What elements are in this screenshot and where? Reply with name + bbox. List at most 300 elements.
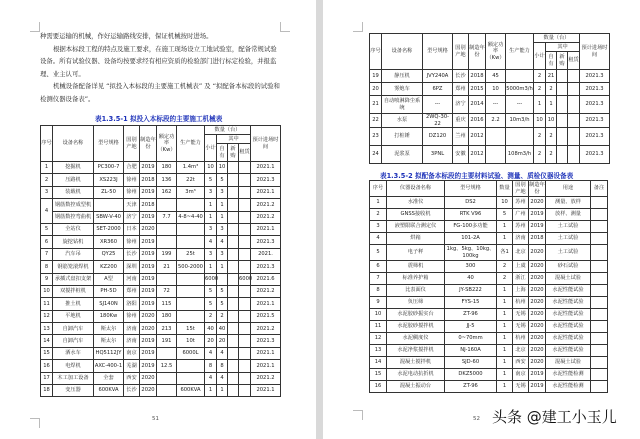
table-cell: 5	[217, 174, 228, 186]
table-cell: 2021.2	[251, 372, 281, 384]
table-cell: 安徽	[453, 146, 469, 164]
watermark: 头条 @建工小玉儿	[492, 408, 617, 426]
table-cell: 混凝土搅拌机	[387, 357, 445, 369]
table-cell: 斯太尔	[94, 323, 124, 335]
table-cell: 汽车吊	[53, 248, 94, 260]
table-cell: 2019	[140, 285, 157, 297]
table-cell: 2019	[140, 248, 157, 260]
table-row	[370, 114, 610, 128]
table-cell: 4	[217, 236, 228, 248]
table-cell: ZL-50	[94, 186, 124, 198]
table-cell: 土工试验	[546, 245, 591, 261]
table-row	[41, 323, 281, 335]
table-cell: 1	[497, 321, 513, 333]
table-cell: 其中	[546, 43, 580, 52]
table-cell: 20	[205, 335, 217, 347]
table-cell: 2019	[140, 347, 157, 359]
table-cell	[591, 233, 608, 245]
table-cell: 租赁	[568, 52, 580, 70]
table-row	[41, 273, 281, 285]
table-cell	[228, 298, 239, 310]
table-cell: 2020	[140, 372, 157, 384]
table-cell	[557, 96, 568, 114]
table-cell	[591, 357, 608, 369]
table-cell: NJ-160A	[445, 345, 497, 357]
table-cell: 12	[370, 333, 387, 345]
table-cell: SET-2000	[94, 223, 124, 235]
table-row	[370, 146, 610, 164]
table-cell	[177, 223, 205, 235]
paragraph: 种需要运输的机械，作好运输路线安排，保证机械按时进场。	[40, 32, 213, 40]
table-cell: 10	[534, 114, 546, 128]
table-cell: 1	[205, 199, 217, 211]
table-cell: 1	[497, 357, 513, 369]
table-cell	[239, 248, 251, 260]
table-cell: JVY240A	[423, 70, 453, 83]
table-cell: 2021.3	[580, 96, 610, 114]
table-cell: 25t	[177, 248, 205, 260]
table-cell	[177, 372, 205, 384]
table-cell: 3	[217, 223, 228, 235]
table-cell	[228, 248, 239, 260]
table-cell: 震筛机	[387, 261, 445, 273]
table-cell: 1	[217, 199, 228, 211]
table-cell: 设备名称	[53, 126, 94, 162]
table-cell	[239, 347, 251, 359]
table-row	[370, 209, 608, 221]
table-row	[41, 223, 281, 235]
table-cell	[157, 199, 177, 211]
table-cell: 重庆	[453, 114, 469, 128]
table-row	[370, 273, 608, 285]
table-cell	[217, 273, 228, 285]
table-cell: 1	[497, 369, 513, 381]
table-cell: 72	[157, 285, 177, 297]
table-row	[370, 197, 608, 209]
table-cell: 2020	[529, 357, 546, 369]
table-cell: 6000	[205, 273, 217, 285]
table-row	[41, 236, 281, 248]
table-cell	[157, 273, 177, 285]
table-cell: 承插式盘扣支架	[53, 273, 94, 285]
table-cell: 1	[370, 197, 387, 209]
table-cell: 放样、测量	[546, 209, 591, 221]
table-cell: 2021.1	[251, 360, 281, 372]
table-row	[41, 285, 281, 297]
table-cell: 2	[497, 273, 513, 285]
table-cell: 9	[41, 273, 53, 285]
paragraph: 机械设备配备详见 “拟投入本标段的主要施工机械表” 及 “拟配备本标段的试验和检测仪器设备表”。	[40, 82, 280, 103]
table-cell: 2	[497, 261, 513, 273]
table-cell	[239, 360, 251, 372]
table-cell: 2021.1	[251, 162, 281, 174]
body-text	[40, 30, 282, 105]
table-cell: 2	[534, 70, 546, 83]
paragraph: 根据本标段工程的特点及施工要求，在施工现场设立工地试验室，配备常规试验设备。所有试验仪器、设备均按要求经有相应资质的检验部门进行标定检验，并报监理、业主认可。	[40, 44, 277, 78]
margin-corner-mark	[30, 418, 40, 428]
table-cell: 国别产地	[513, 181, 529, 197]
table-cell: 上海	[513, 285, 529, 297]
table-cell: 23	[370, 128, 382, 146]
table-cell: 10	[205, 162, 217, 174]
table-cell: 水泥性能试验	[546, 345, 591, 357]
table-cell: 济宁	[453, 96, 469, 114]
table-cell: 213	[157, 323, 177, 335]
table-cell	[157, 385, 177, 397]
table-cell: 22t	[177, 174, 205, 186]
table-row	[41, 372, 281, 384]
table-title: 表1.3.5-2 拟配备本标段的主要材料试验、测量、质检仪器设备表	[380, 172, 574, 180]
table-cell: 水泥性能检测	[546, 381, 591, 393]
table-cell: 推土机	[53, 298, 94, 310]
table-cell	[568, 114, 580, 128]
table-cell: 水泥性能试验	[546, 333, 591, 345]
table-cell: 2021.1	[251, 223, 281, 235]
table-cell: 小计	[534, 43, 546, 70]
table-cell	[177, 236, 205, 248]
table-cell: 水泵	[382, 114, 423, 128]
table-cell: 191	[157, 335, 177, 347]
table-cell	[228, 261, 239, 273]
table-cell: 序号	[370, 181, 387, 197]
table-cell	[486, 128, 506, 146]
table-cell: 4	[205, 236, 217, 248]
table-cell: 2020	[140, 323, 157, 335]
table-cell: 2021.3	[251, 261, 281, 273]
table-cell: 4	[205, 372, 217, 384]
table-cell: 河南	[124, 273, 140, 285]
table-cell: 1	[205, 385, 217, 397]
table-row	[41, 162, 281, 174]
table-row	[41, 385, 281, 397]
table-cell: 无锡	[513, 381, 529, 393]
table-cell: 2019	[529, 369, 546, 381]
table-cell: 2	[41, 174, 53, 186]
table-cell: 电子秤	[387, 245, 445, 261]
table-cell: QY25	[94, 248, 124, 260]
table-cell: 苏州	[513, 197, 529, 209]
table-cell: 数量（台）	[534, 34, 580, 43]
table-cell: 1	[534, 96, 546, 114]
table-cell: 1	[41, 162, 53, 174]
table-cell	[568, 128, 580, 146]
table-cell: 2018	[529, 233, 546, 245]
table-cell: SJD-60	[445, 357, 497, 369]
table-cell: 2021.2	[251, 323, 281, 335]
table-cell	[239, 261, 251, 273]
table-cell: 2018	[140, 199, 157, 211]
table-cell: 负压筛	[387, 297, 445, 309]
table-cell	[568, 70, 580, 83]
table-cell: 2012	[469, 146, 486, 164]
table-cell: 钢筋笼滚焊机	[53, 261, 94, 273]
table-cell: 162	[157, 186, 177, 198]
table-cell: 无锡	[513, 309, 529, 321]
table-cell: 10	[217, 162, 228, 174]
table-cell	[94, 199, 124, 211]
table-cell: 长沙	[124, 385, 140, 397]
table-cell	[591, 309, 608, 321]
table-cell: 郑州	[124, 285, 140, 297]
table-cell: SBW-V-40	[94, 211, 124, 223]
table-cell	[506, 70, 534, 83]
table-cell	[557, 146, 568, 164]
table-cell	[239, 310, 251, 322]
table-cell: 雾炮车	[382, 83, 423, 96]
table-cell	[239, 211, 251, 223]
table-cell: 2021.2	[251, 211, 281, 223]
table-cell: 兰州	[453, 128, 469, 146]
table-cell: 2021.	[251, 248, 281, 260]
table-cell: 2021.2	[251, 199, 281, 211]
table-cell: 3	[205, 186, 217, 198]
table-cell: 2	[217, 310, 228, 322]
table-cell: 制造年份	[140, 126, 157, 162]
table-cell: 砂石试验	[546, 261, 591, 273]
margin-corner-mark	[30, 22, 40, 32]
table-cell: 水泥稠度仪	[387, 333, 445, 345]
table-cell: 2021.3	[580, 70, 610, 83]
table-cell: 11	[41, 298, 53, 310]
table-cell: 6PZ	[423, 83, 453, 96]
table-cell: 2020	[140, 310, 157, 322]
table-cell	[557, 114, 568, 128]
table-cell: 其中	[217, 135, 251, 144]
table-cell: 日本	[124, 223, 140, 235]
table-cell: 自卸汽车	[53, 323, 94, 335]
table-row	[41, 248, 281, 260]
table-cell	[591, 333, 608, 345]
table-cell	[239, 236, 251, 248]
table-cell: 2021.1	[251, 385, 281, 397]
table-cell	[239, 285, 251, 297]
table-cell: 烘箱	[387, 233, 445, 245]
table-cell: 13	[370, 345, 387, 357]
table-cell: 徐州	[124, 186, 140, 198]
table-cell: 小计	[205, 135, 217, 162]
table-cell: 2020	[140, 223, 157, 235]
table-cell: 2018	[469, 70, 486, 83]
table-cell: 8	[370, 285, 387, 297]
table-row	[370, 381, 608, 393]
table-cell: 14	[370, 357, 387, 369]
table-cell: 制造年份	[529, 182, 545, 195]
table-cell: 6	[41, 236, 53, 248]
table-cell: 10	[41, 285, 53, 297]
table-cell: 2020	[529, 321, 546, 333]
table-cell: 2020	[529, 273, 546, 285]
table-cell: 2	[546, 146, 557, 164]
table-cell: 10	[497, 197, 513, 209]
table-cell: 3m³	[177, 186, 205, 198]
table-cell	[228, 186, 239, 198]
table-cell: 徐州	[124, 236, 140, 248]
table-cell: 测量、放样	[546, 197, 591, 209]
table-cell: PC300-7	[94, 162, 124, 174]
table-cell: 2021.1	[251, 186, 281, 198]
table-cell: 2020	[529, 245, 546, 261]
page-52	[323, 0, 640, 439]
table-cell: RTK V96	[445, 209, 497, 221]
table-row	[41, 310, 281, 322]
table-cell: 杭州	[513, 333, 529, 345]
page-number: 51	[152, 416, 159, 422]
table-cell: 2	[534, 146, 546, 164]
table-cell: 深圳	[124, 261, 140, 273]
table-cell: 16	[370, 381, 387, 393]
table-cell: 2020	[529, 261, 546, 273]
table-cell: 无锡	[513, 321, 529, 333]
table-cell	[177, 298, 205, 310]
table-cell: 2021.5	[251, 310, 281, 322]
table-cell	[228, 310, 239, 322]
table-cell: 5000m3/h	[506, 83, 534, 96]
table-cell: 液塑限联合测定仪	[387, 221, 445, 233]
table-cell: 1	[497, 345, 513, 357]
table-cell: 洒水车	[53, 347, 94, 359]
table-cell	[177, 360, 205, 372]
table-cell: 5	[497, 209, 513, 221]
table-cell: 水泥胶砂搅拌机	[387, 321, 445, 333]
table-cell	[591, 245, 608, 261]
table-row	[370, 233, 608, 245]
table-cell: 3	[205, 223, 217, 235]
table-cell: 合肥	[124, 162, 140, 174]
table-cell: 7.7	[157, 211, 177, 223]
table-row	[370, 83, 610, 96]
table-cell: 西安	[513, 357, 529, 369]
table-cell: 1	[205, 261, 217, 273]
table-row	[370, 70, 610, 83]
table-cell: 新购	[557, 52, 568, 70]
table-cell	[591, 285, 608, 297]
table-cell	[239, 335, 251, 347]
table-cell: 国别产地	[453, 34, 469, 70]
table-cell: 3	[370, 221, 387, 233]
table-cell: PH-5D	[94, 285, 124, 297]
table-cell: 2018	[140, 174, 157, 186]
table-cell: 2019	[140, 335, 157, 347]
table-cell	[228, 323, 239, 335]
table-cell: 上虞	[513, 261, 529, 273]
table-cell: 10m3/h	[506, 114, 534, 128]
table-cell	[239, 162, 251, 174]
instrument-table	[369, 180, 608, 393]
table-cell: 南京	[124, 347, 140, 359]
table-cell: 西安	[124, 372, 140, 384]
table-row	[370, 128, 610, 146]
table-cell: 水准仪	[387, 197, 445, 209]
table-cell: 1	[497, 221, 513, 233]
table-cell: 2019	[140, 298, 157, 310]
table-row	[41, 174, 281, 186]
table-cell: 钢筋数控弯曲机	[53, 211, 94, 223]
header-row	[370, 181, 608, 197]
table-cell: 16	[41, 360, 53, 372]
table-cell: 预计进场时间	[251, 126, 281, 162]
table-cell: 15	[370, 369, 387, 381]
table-cell	[557, 70, 568, 83]
table-cell: 水泥性能试验	[546, 285, 591, 297]
table-cell: 仪器设备名称	[387, 181, 445, 197]
header-row	[370, 34, 610, 43]
table-cell: 12.5	[157, 360, 177, 372]
table-cell	[228, 174, 239, 186]
table-cell: 各1	[497, 245, 513, 261]
table-cell: 5	[217, 285, 228, 297]
table-cell: 2021.3	[580, 83, 610, 96]
table-cell: 21	[370, 96, 382, 114]
table-cell: 长沙	[453, 70, 469, 83]
table-cell: HQ5112JY	[94, 347, 124, 359]
table-cell: ---	[423, 96, 453, 114]
table-cell: ---	[486, 96, 506, 114]
table-cell: 5	[205, 285, 217, 297]
table-cell: 1	[497, 381, 513, 393]
table-cell: 2021.2	[251, 285, 281, 297]
table-cell: 5	[205, 298, 217, 310]
table-cell: 3	[217, 186, 228, 198]
table-cell: 2019	[140, 236, 157, 248]
table-cell	[228, 236, 239, 248]
table-cell: SJ140N	[94, 298, 124, 310]
table-cell: 额定功率（Kw）	[157, 126, 177, 162]
table-cell: 压路机	[53, 174, 94, 186]
table-cell: 6	[370, 261, 387, 273]
table-cell: 1kg、5kg、10kg、100kg	[445, 245, 497, 261]
table-cell: 水泥性能试验	[546, 309, 591, 321]
table-cell: 2021.3	[251, 236, 281, 248]
table-cell: 木工加工设备	[53, 372, 94, 384]
table-cell: 2016	[469, 114, 486, 128]
table-cell: 8	[205, 360, 217, 372]
table-cell: 2015	[469, 83, 486, 96]
table-row	[41, 360, 281, 372]
table-cell: 3	[41, 186, 53, 198]
table-cell	[591, 273, 608, 285]
table-cell: 新购	[228, 144, 239, 162]
table-cell: 2020	[529, 297, 546, 309]
table-cell: 40	[445, 273, 497, 285]
table-cell	[591, 297, 608, 309]
table-cell: 自有	[546, 52, 557, 70]
machine-table	[40, 125, 281, 397]
page-51	[0, 0, 316, 439]
table-cell: 0~70mm	[445, 333, 497, 345]
table-cell	[228, 347, 239, 359]
table-cell: 40	[205, 323, 217, 335]
table-cell: DKZ5000	[445, 369, 497, 381]
table-cell: 济宁	[124, 211, 140, 223]
table-cell: 额定功率（Kw）	[486, 34, 506, 70]
table-cell	[568, 96, 580, 114]
table-cell: 115	[157, 298, 177, 310]
table-cell: 打桩锤	[382, 128, 423, 146]
table-cell: 1	[497, 297, 513, 309]
table-cell: 1	[217, 261, 228, 273]
table-cell: 600KVA	[177, 385, 205, 397]
table-cell	[591, 381, 608, 393]
table-row	[370, 345, 608, 357]
table-cell: 180	[157, 162, 177, 174]
table-cell: 水泥胶砂振实台	[387, 309, 445, 321]
table-row	[370, 369, 608, 381]
table-row	[370, 285, 608, 297]
table-cell: 11	[370, 321, 387, 333]
table-cell: GNSS接收机	[387, 209, 445, 221]
table-cell: 13	[41, 323, 53, 335]
table-cell	[591, 261, 608, 273]
